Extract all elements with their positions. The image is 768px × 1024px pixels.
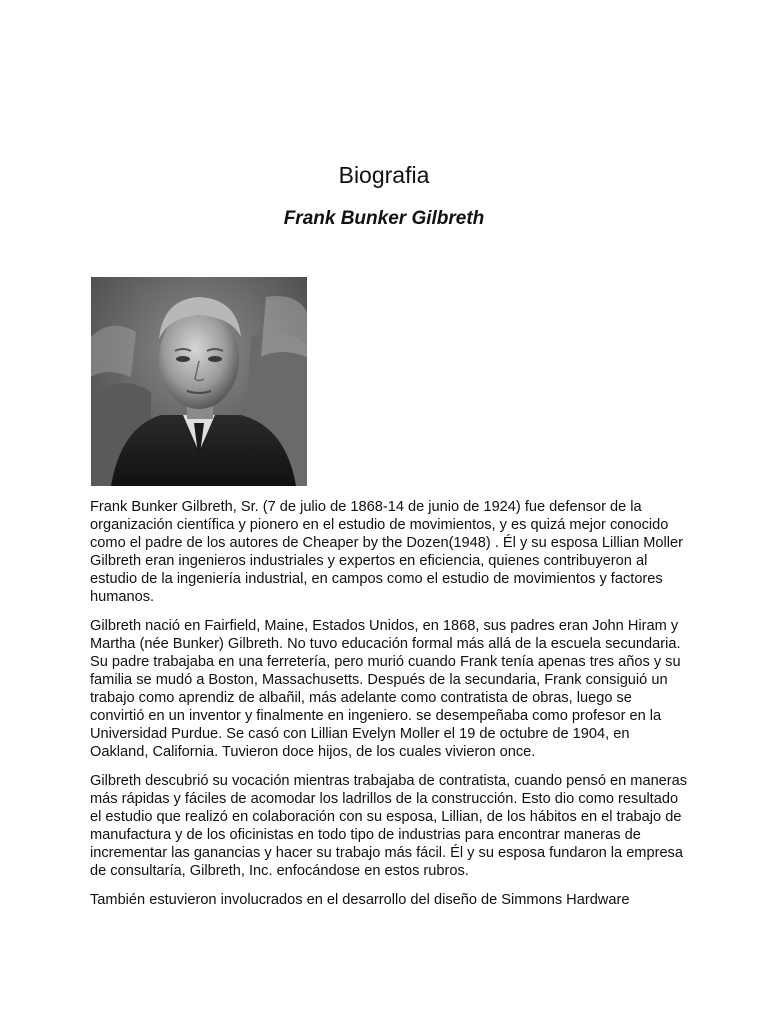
paragraph-4: También estuvieron involucrados en el desarrollo del diseño de Simmons Hardware (90, 892, 630, 908)
page-subtitle: Frank Bunker Gilbreth (283, 208, 485, 229)
paragraph-1: Frank Bunker Gilbreth, Sr. (7 de julio de 1868-14 de junio de 1924) fue defensor de la organización científica y pionero en el estudio de movimientos, y es quizá mejor conocido como el padre de los autores de Cheaper by the Dozen(1948) . Él y su esposa Lillian Moller Gilbreth eran ingenieros industriales y expertos en eficiencia, quienes contribuyeron al estudio de la ingeniería industrial, en campos como el estudio de movimientos y factores humanos. (90, 499, 683, 605)
page-title: Biografia (338, 162, 430, 188)
biography-text (90, 498, 690, 920)
portrait-image (91, 277, 307, 486)
paragraph-3: Gilbreth descubrió su vocación mientras trabajaba de contratista, cuando pensó en maneras más rápidas y fáciles de acomodar los ladrillos de la construcción. Esto dio como resultado el estudio que realizó en colaboración con su esposa, Lillian, de los hábitos en el trabajo de manufactura y de los oficinistas en todo tipo de industrias para encontrar maneras de incrementar las ganancias y hacer su trabajo más fácil. Él y su esposa fundaron la empresa de consultaría, Gilbreth, Inc. enfocándose en estos rubros. (90, 773, 688, 879)
portrait-photo (91, 277, 307, 486)
paragraph-2: Gilbreth nació en Fairfield, Maine, Estados Unidos, en 1868, sus padres eran John Hiram y Martha (née Bunker) Gilbreth. No tuvo educación formal más allá de la escuela secundaria. Su padre trabajaba en una ferretería, pero murió cuando Frank tenía apenas tres años y su familia se mudó a Boston, Massachusetts. Después de la secundaria, Frank consiguió un trabajo como aprendiz de albañil, más adelante como contratista de obras, luego se convirtió en un inventor y finalmente en ingeniero. se desempeñaba como profesor en la Universidad Purdue. Se casó con Lillian Evelyn Moller el 19 de octubre de 1904, en Oakland, California. Tuvieron doce hijos, de los cuales vivieron once. (90, 618, 681, 760)
